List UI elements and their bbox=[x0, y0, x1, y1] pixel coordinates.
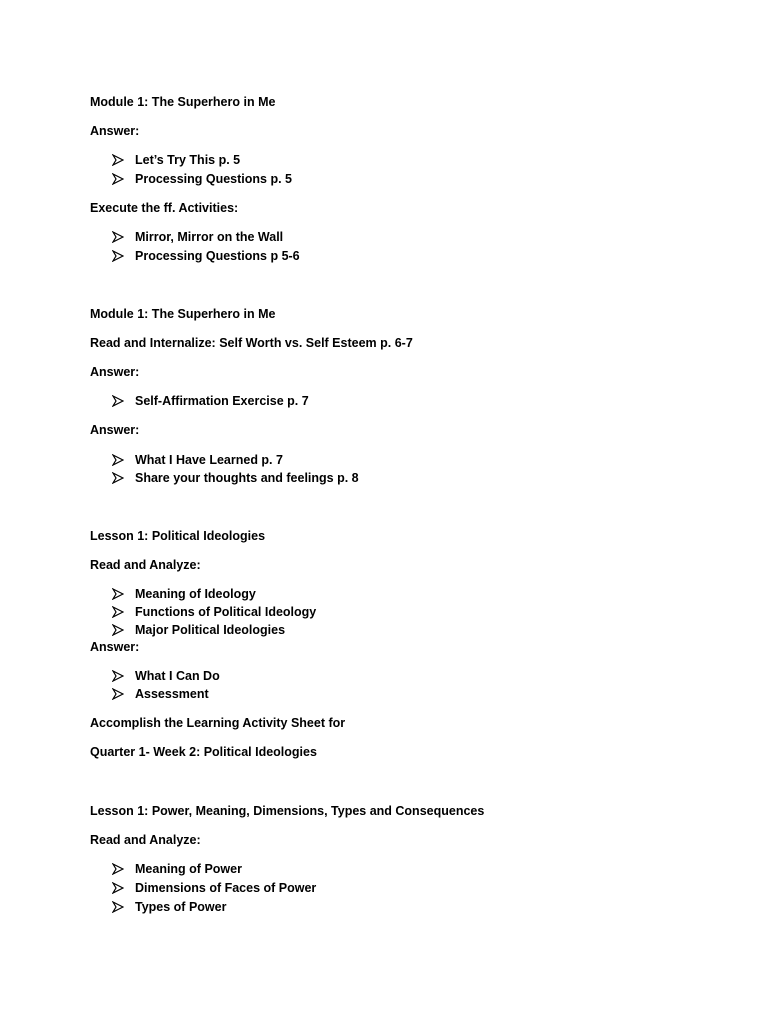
section-heading: Module 1: The Superhero in Me bbox=[90, 95, 276, 109]
text-line: Read and Analyze: bbox=[90, 558, 201, 572]
list-item-text: Assessment bbox=[135, 687, 209, 701]
arrowhead-bullet-icon bbox=[112, 688, 124, 700]
arrowhead-bullet-icon bbox=[112, 606, 124, 618]
arrowhead-bullet-icon bbox=[112, 670, 124, 682]
arrowhead-bullet-icon bbox=[112, 395, 124, 407]
arrowhead-bullet-icon bbox=[112, 863, 124, 875]
text-line: Answer: bbox=[90, 124, 140, 138]
text-line: Answer: bbox=[90, 365, 140, 379]
list-item bbox=[112, 586, 256, 602]
list-item-text: Meaning of Ideology bbox=[135, 587, 256, 601]
arrowhead-bullet-icon bbox=[112, 231, 124, 243]
list-item-text: What I Can Do bbox=[135, 669, 220, 683]
list-item-text: Dimensions of Faces of Power bbox=[135, 881, 317, 895]
list-item bbox=[112, 152, 240, 168]
arrowhead-bullet-icon bbox=[112, 901, 124, 913]
list-item bbox=[112, 171, 292, 187]
section-heading: Module 1: The Superhero in Me bbox=[90, 307, 276, 321]
arrowhead-bullet-icon bbox=[112, 173, 124, 185]
text-line: Quarter 1- Week 2: Political Ideologies bbox=[90, 745, 317, 759]
section-heading: Lesson 1: Power, Meaning, Dimensions, Types and Consequences bbox=[90, 804, 485, 818]
list-item-text: Functions of Political Ideology bbox=[135, 605, 317, 619]
text-line: Read and Internalize: Self Worth vs. Self Esteem p. 6-7 bbox=[90, 336, 413, 350]
list-item bbox=[112, 861, 242, 877]
arrowhead-bullet-icon bbox=[112, 454, 124, 466]
list-item-text: Major Political Ideologies bbox=[135, 623, 286, 637]
list-item bbox=[112, 686, 209, 702]
text-line: Answer: bbox=[90, 423, 140, 437]
list-item-text: Processing Questions p 5-6 bbox=[135, 249, 300, 263]
list-item bbox=[112, 452, 283, 468]
list-item bbox=[112, 393, 309, 409]
text-line: Read and Analyze: bbox=[90, 833, 201, 847]
arrowhead-bullet-icon bbox=[112, 250, 124, 262]
list-item-text: Let’s Try This p. 5 bbox=[135, 153, 241, 167]
list-item bbox=[112, 248, 300, 264]
list-item bbox=[112, 668, 220, 684]
text-line: Accomplish the Learning Activity Sheet for bbox=[90, 716, 346, 730]
list-item bbox=[112, 470, 359, 486]
list-item-text: Mirror, Mirror on the Wall bbox=[135, 230, 284, 244]
list-item bbox=[112, 604, 316, 620]
list-item-text: Meaning of Power bbox=[135, 862, 242, 876]
list-item-text: Self-Affirmation Exercise p. 7 bbox=[135, 394, 309, 408]
arrowhead-bullet-icon bbox=[112, 472, 124, 484]
text-line: Answer: bbox=[90, 640, 140, 654]
arrowhead-bullet-icon bbox=[112, 882, 124, 894]
arrowhead-bullet-icon bbox=[112, 624, 124, 636]
list-item-text: What I Have Learned p. 7 bbox=[135, 453, 283, 467]
list-item bbox=[112, 880, 316, 896]
text-line: Execute the ff. Activities: bbox=[90, 201, 239, 215]
list-item bbox=[112, 899, 226, 915]
list-item-text: Types of Power bbox=[135, 900, 227, 914]
section-heading: Lesson 1: Political Ideologies bbox=[90, 529, 266, 543]
arrowhead-bullet-icon bbox=[112, 154, 124, 166]
list-item bbox=[112, 229, 283, 245]
list-item-text: Share your thoughts and feelings p. 8 bbox=[135, 471, 359, 485]
list-item-text: Processing Questions p. 5 bbox=[135, 172, 292, 186]
list-item bbox=[112, 622, 285, 638]
arrowhead-bullet-icon bbox=[112, 588, 124, 600]
